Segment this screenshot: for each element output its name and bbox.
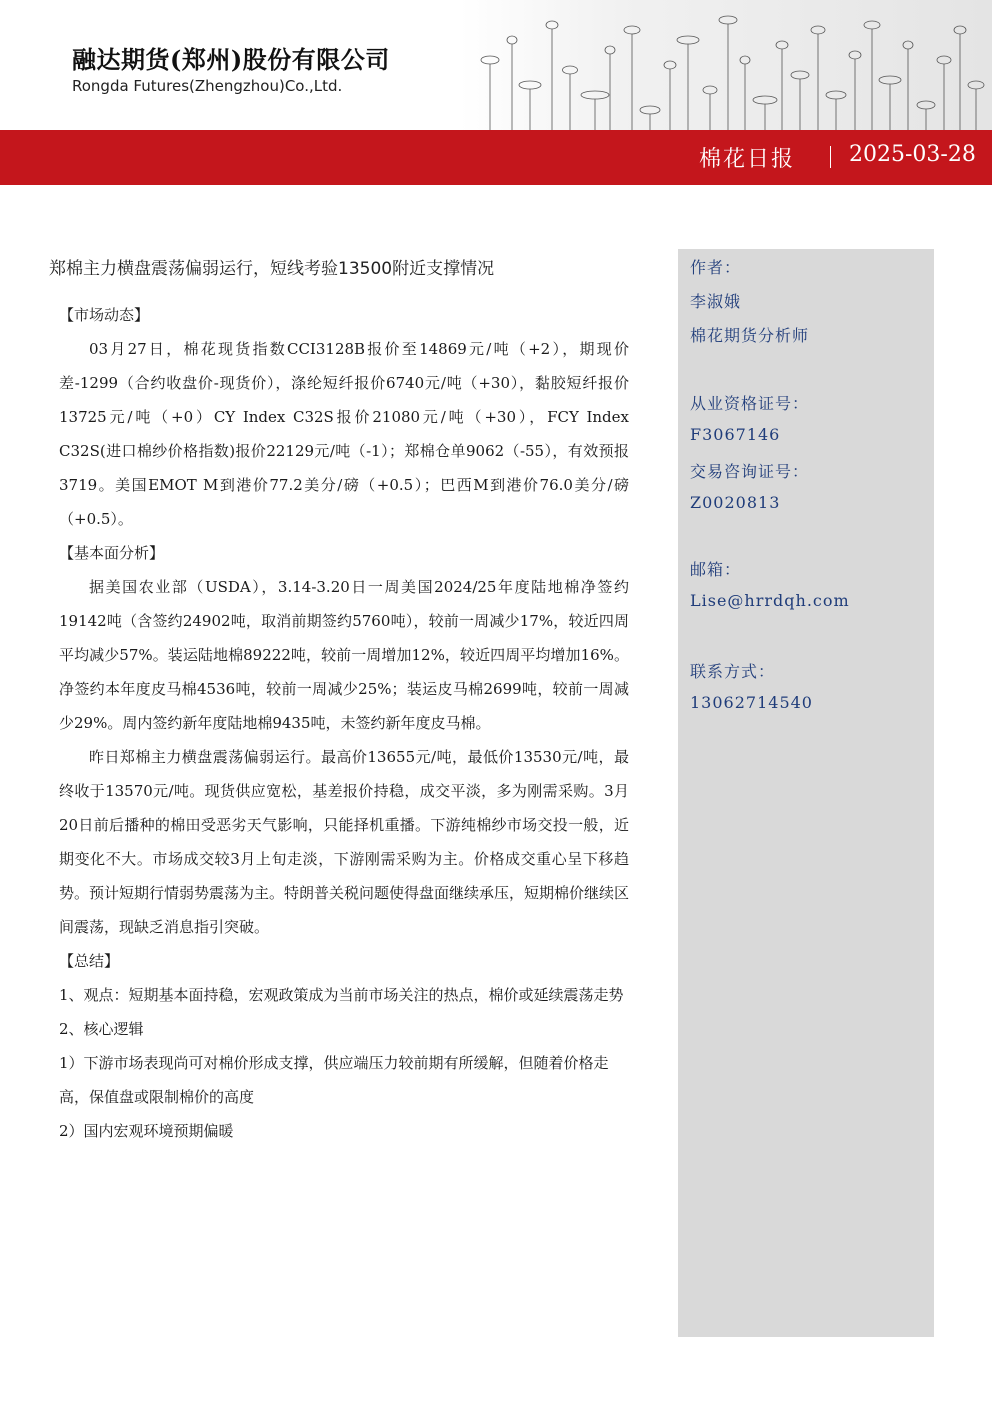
decorative-lines-graphic bbox=[460, 0, 992, 130]
report-title: 棉花日报 bbox=[698, 147, 795, 172]
section-title-fundamental: 【基本面分析】 bbox=[59, 544, 165, 562]
section-title-summary: 【总结】 bbox=[59, 952, 120, 970]
summary-line-1: 1、观点：短期基本面持稳，宏观政策成为当前市场关注的热点，棉价或延续震荡走势 bbox=[59, 986, 624, 1004]
email-link[interactable]: Lise@hrrdqh.com bbox=[690, 591, 850, 610]
headline: 郑棉主力横盘震荡偏弱运行，短线考验13500附近支撑情况 bbox=[49, 259, 495, 279]
band-divider bbox=[830, 146, 831, 168]
author-sidebar bbox=[678, 249, 934, 1337]
summary-line-4: 2）国内宏观环境预期偏暖 bbox=[59, 1122, 234, 1140]
fundamental-paragraph-1: 据美国农业部（USDA），3.14-3.20日一周美国2024/25年度陆地棉净签约19142吨（含签约24902吨，取消前期签约5760吨），较前一周减少17%，较近四周平均减少57%。装运陆地棉89222吨，较前一周增加12%，较近四周平均增加16%。净签约本年度皮马棉4536吨，较前一周减少25%；装运皮马棉2699吨，较前一周减少29%。周内签约新年度陆地棉9435吨，未签约新年度皮马棉。 bbox=[59, 578, 629, 732]
company-name-en: Rongda Futures(Zhengzhou)Co.,Ltd. bbox=[72, 77, 343, 95]
email-label: 邮箱： bbox=[690, 560, 742, 579]
license-number: F3067146 bbox=[690, 425, 781, 444]
summary-line-3: 1）下游市场表现尚可对棉价形成支撑，供应端压力较前期有所缓解，但随着价格走高，保值盘或限制棉价的高度 bbox=[59, 1054, 609, 1106]
market-paragraph: 03月27日，棉花现货指数CCI3128B报价至14869元/吨（+2），期现价差-1299（合约收盘价-现货价），涤纶短纤报价6740元/吨（+30），黏胶短纤报价13725元/吨（+0）CY Index C32S报价21080元/吨（+30），FCY Index C32S(进口棉纱价格指数)报价22129元/吨（-1）；郑棉仓单9062（-55），有效预报3719。美国EMOT M到港价77.2美分/磅（+0.5）；巴西M到港价76.0美分/磅（+0.5）。 bbox=[59, 340, 629, 528]
consult-number: Z0020813 bbox=[690, 493, 781, 512]
fundamental-paragraph-2: 昨日郑棉主力横盘震荡偏弱运行。最高价13655元/吨，最低价13530元/吨，最终收于13570元/吨。现货供应宽松，基差报价持稳，成交平淡，多为刚需采购。3月20日前后播种的棉田受恶劣天气影响，只能择机重播。下游纯棉纱市场交投一般，近期变化不大。市场成交较3月上旬走淡，下游刚需采购为主。价格成交重心呈下移趋势。预计短期行情弱势震荡为主。特朗普关税问题使得盘面继续承压，短期棉价继续区间震荡，现缺乏消息指引突破。 bbox=[59, 748, 630, 936]
report-date: 2025-03-28 bbox=[849, 142, 976, 167]
contact-label: 联系方式： bbox=[690, 662, 776, 681]
license-label: 从业资格证号： bbox=[690, 394, 810, 413]
consult-label: 交易咨询证号： bbox=[690, 462, 810, 481]
company-name-cn: 融达期货(郑州)股份有限公司 bbox=[72, 45, 390, 74]
report-title-band bbox=[0, 130, 992, 185]
author-role: 棉花期货分析师 bbox=[690, 326, 810, 345]
phone-number: 13062714540 bbox=[690, 693, 813, 712]
author-label: 作者： bbox=[690, 258, 742, 277]
summary-line-2: 2、核心逻辑 bbox=[59, 1020, 144, 1038]
report-body bbox=[59, 298, 629, 1148]
section-title-market: 【市场动态】 bbox=[59, 306, 150, 324]
author-name: 李淑娥 bbox=[690, 292, 742, 311]
